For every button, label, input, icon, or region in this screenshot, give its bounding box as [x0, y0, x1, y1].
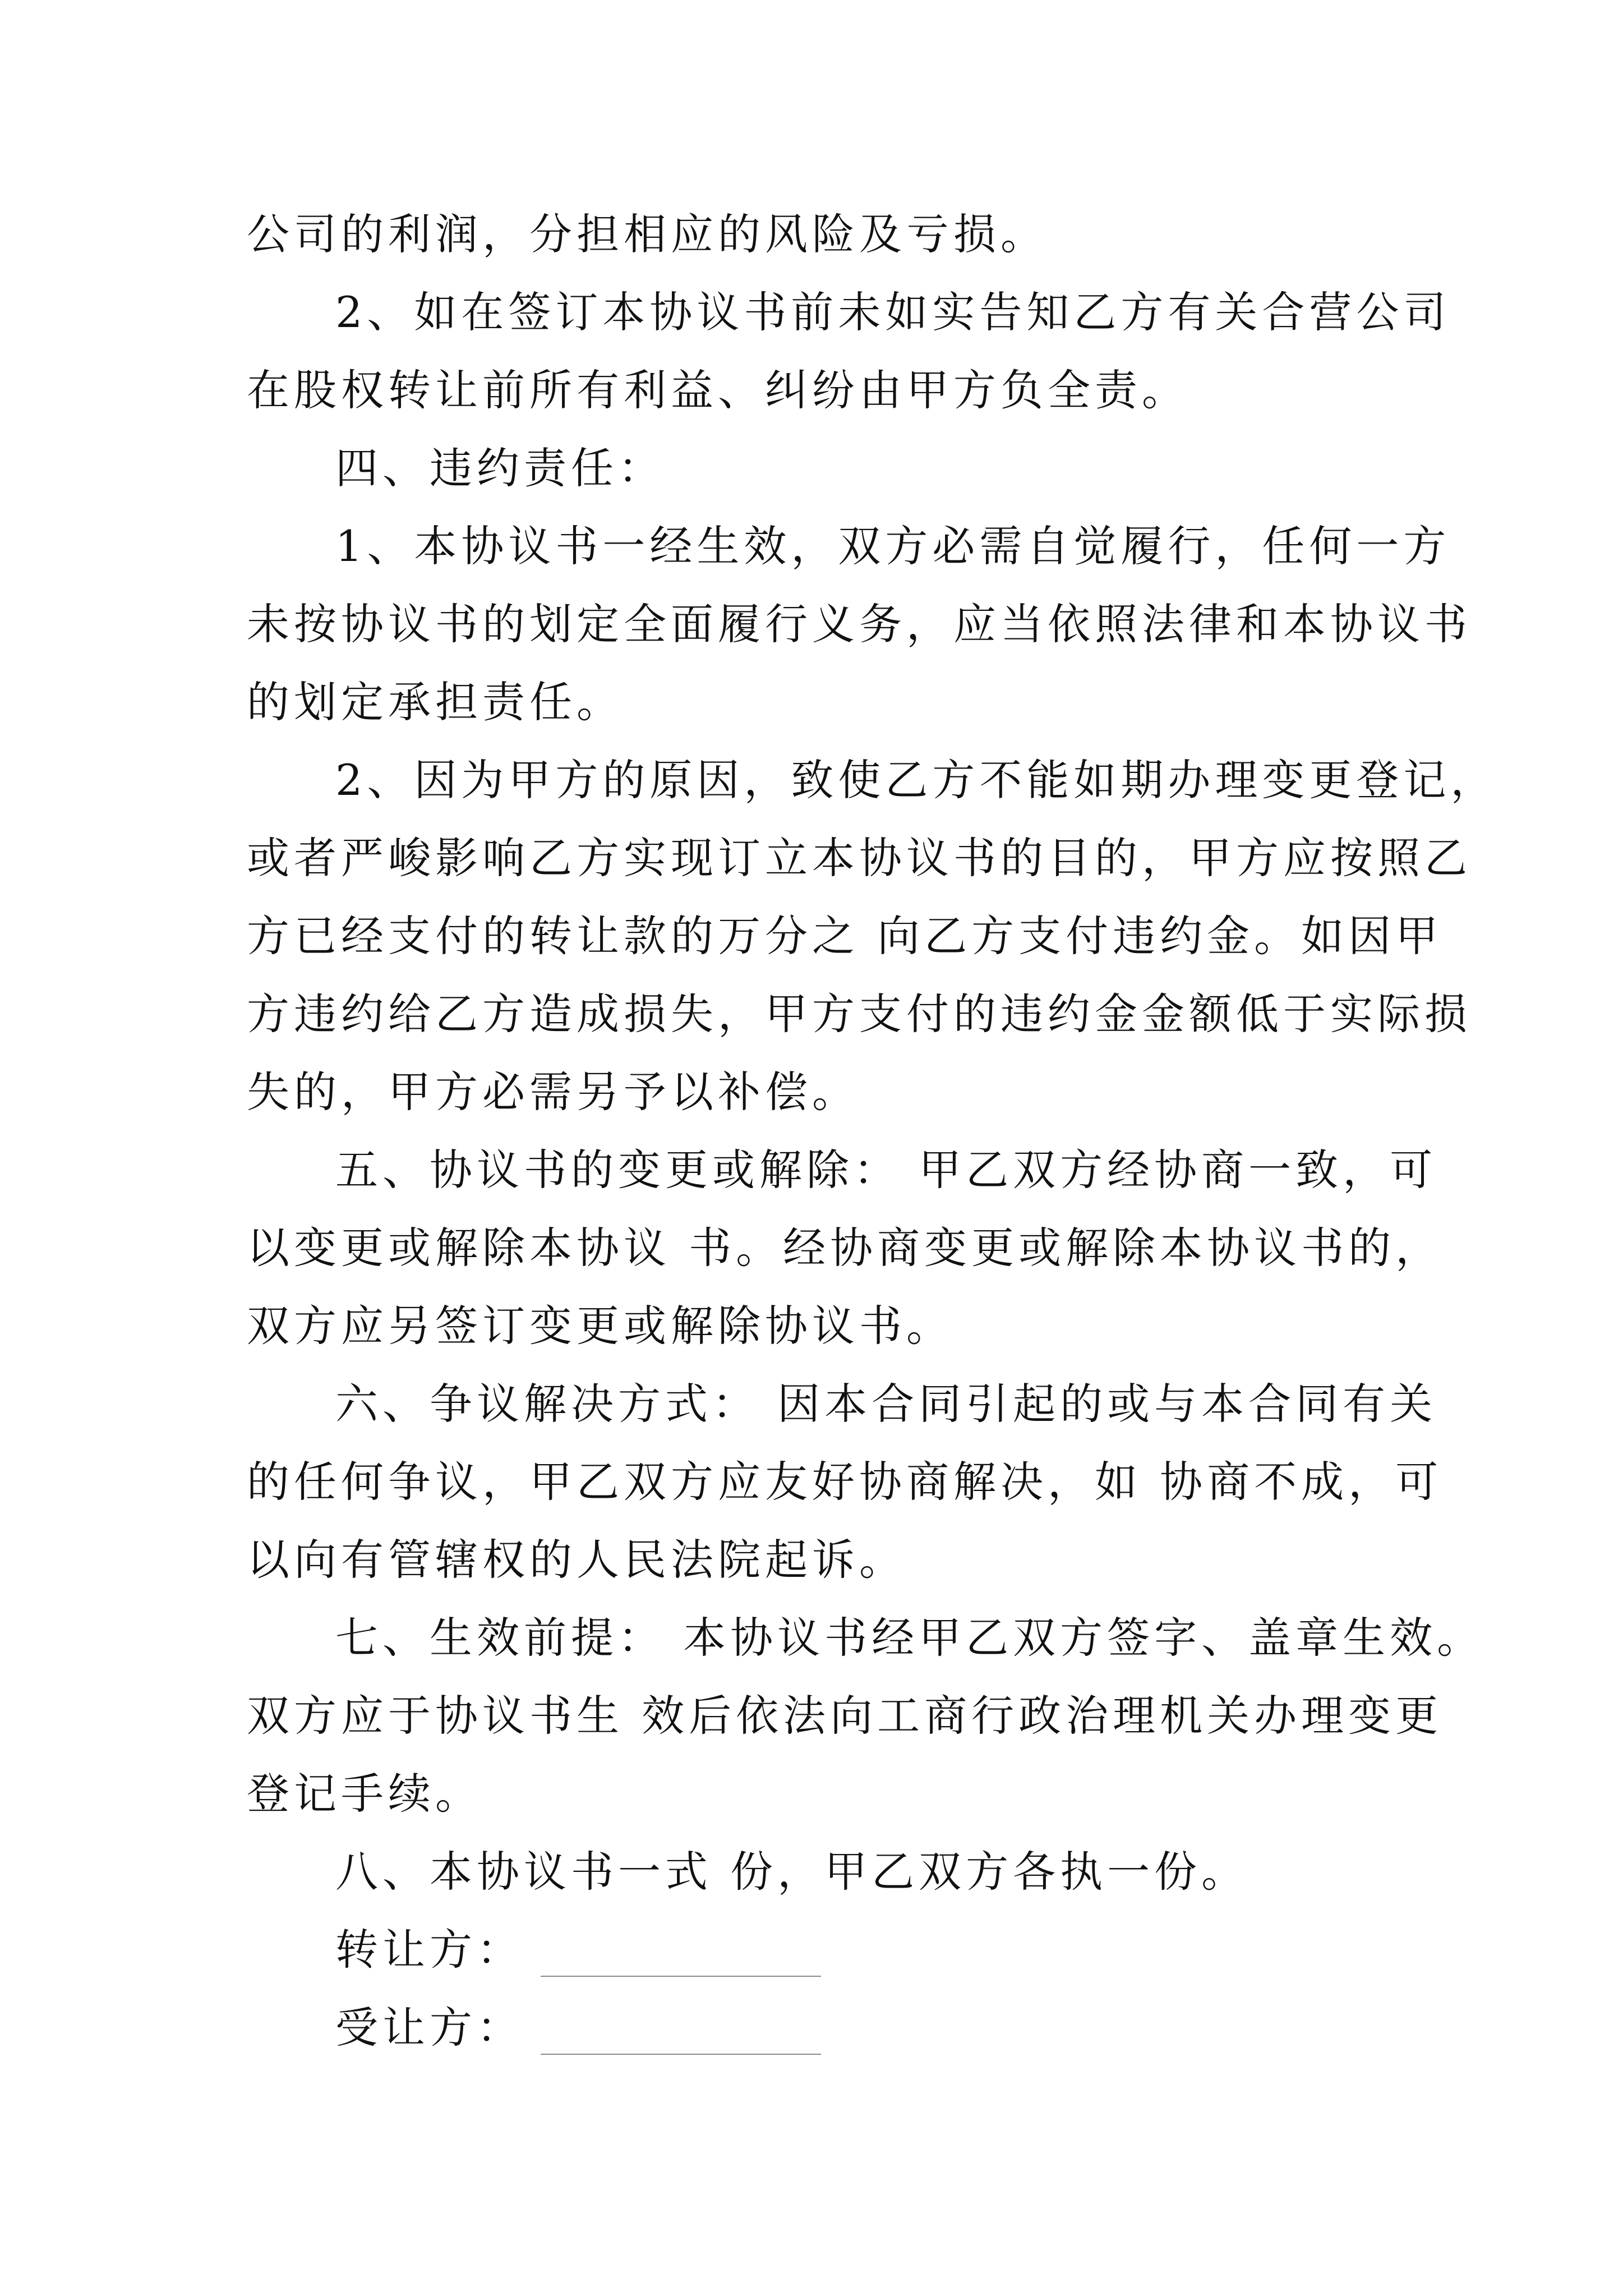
text-line: 或者严峻影响乙方实现订立本协议书的目的，甲方应按照乙 [247, 833, 1472, 883]
transferee-signature [247, 1989, 1391, 2067]
section-heading: 七、生效前提： 本协议书经甲乙双方签字、盖章生效。 [335, 1613, 1484, 1663]
text-line: 以向有管辖权的人民法院起诉。 [247, 1535, 906, 1585]
text-line: 1、本协议书一经生效，双方必需自觉履行，任何一方 [335, 521, 1451, 571]
text-line: 的划定承担责任。 [247, 677, 624, 727]
text-line: 2、因为甲方的原因，致使乙方不能如期办理变更登记， [335, 755, 1498, 805]
text-line: 失的，甲方必需另予以补偿。 [247, 1067, 859, 1117]
text-line: 方违约给乙方造成损失，甲方支付的违约金金额低于实际损 [247, 989, 1472, 1039]
section-heading: 四、违约责任： [335, 443, 665, 493]
agreement-text [247, 195, 1498, 1911]
document-page [247, 195, 1498, 2067]
transferor-signature [247, 1911, 1391, 1989]
transferee-label: 受让方： [335, 2003, 524, 2053]
transferor-label: 转让方： [335, 1925, 524, 1975]
transferor-signature-line[interactable] [541, 1976, 821, 1977]
section-heading: 五、协议书的变更或解除： 甲乙双方经协商一致，可 [335, 1145, 1437, 1195]
text-line: 登记手续。 [247, 1769, 482, 1819]
text-line: 2、如在签订本协议书前未如实告知乙方有关合营公司 [335, 287, 1451, 337]
text-line: 在股权转让前所有利益、纠纷由甲方负全责。 [247, 365, 1189, 415]
text-line: 以变更或解除本协议 书。经协商变更或解除本协议书的， [247, 1223, 1443, 1273]
section-heading: 六、争议解决方式： 因本合同引起的或与本合同有关 [335, 1379, 1437, 1429]
text-line: 公司的利润，分担相应的风险及亏损。 [247, 209, 1048, 259]
text-line: 未按协议书的划定全面履行义务，应当依照法律和本协议书 [247, 599, 1472, 649]
transferee-signature-line[interactable] [541, 2054, 821, 2055]
text-line: 双方应于协议书生 效后依法向工商行政治理机关办理变更 [247, 1691, 1443, 1741]
text-line: 双方应另签订变更或解除协议书。 [247, 1301, 953, 1351]
text-line: 的任何争议，甲乙双方应友好协商解决，如 协商不成，可 [247, 1457, 1443, 1507]
section-heading: 八、本协议书一式 份，甲乙双方各执一份。 [335, 1847, 1249, 1897]
text-line: 方已经支付的转让款的万分之 向乙方支付违约金。如因甲 [247, 911, 1443, 961]
